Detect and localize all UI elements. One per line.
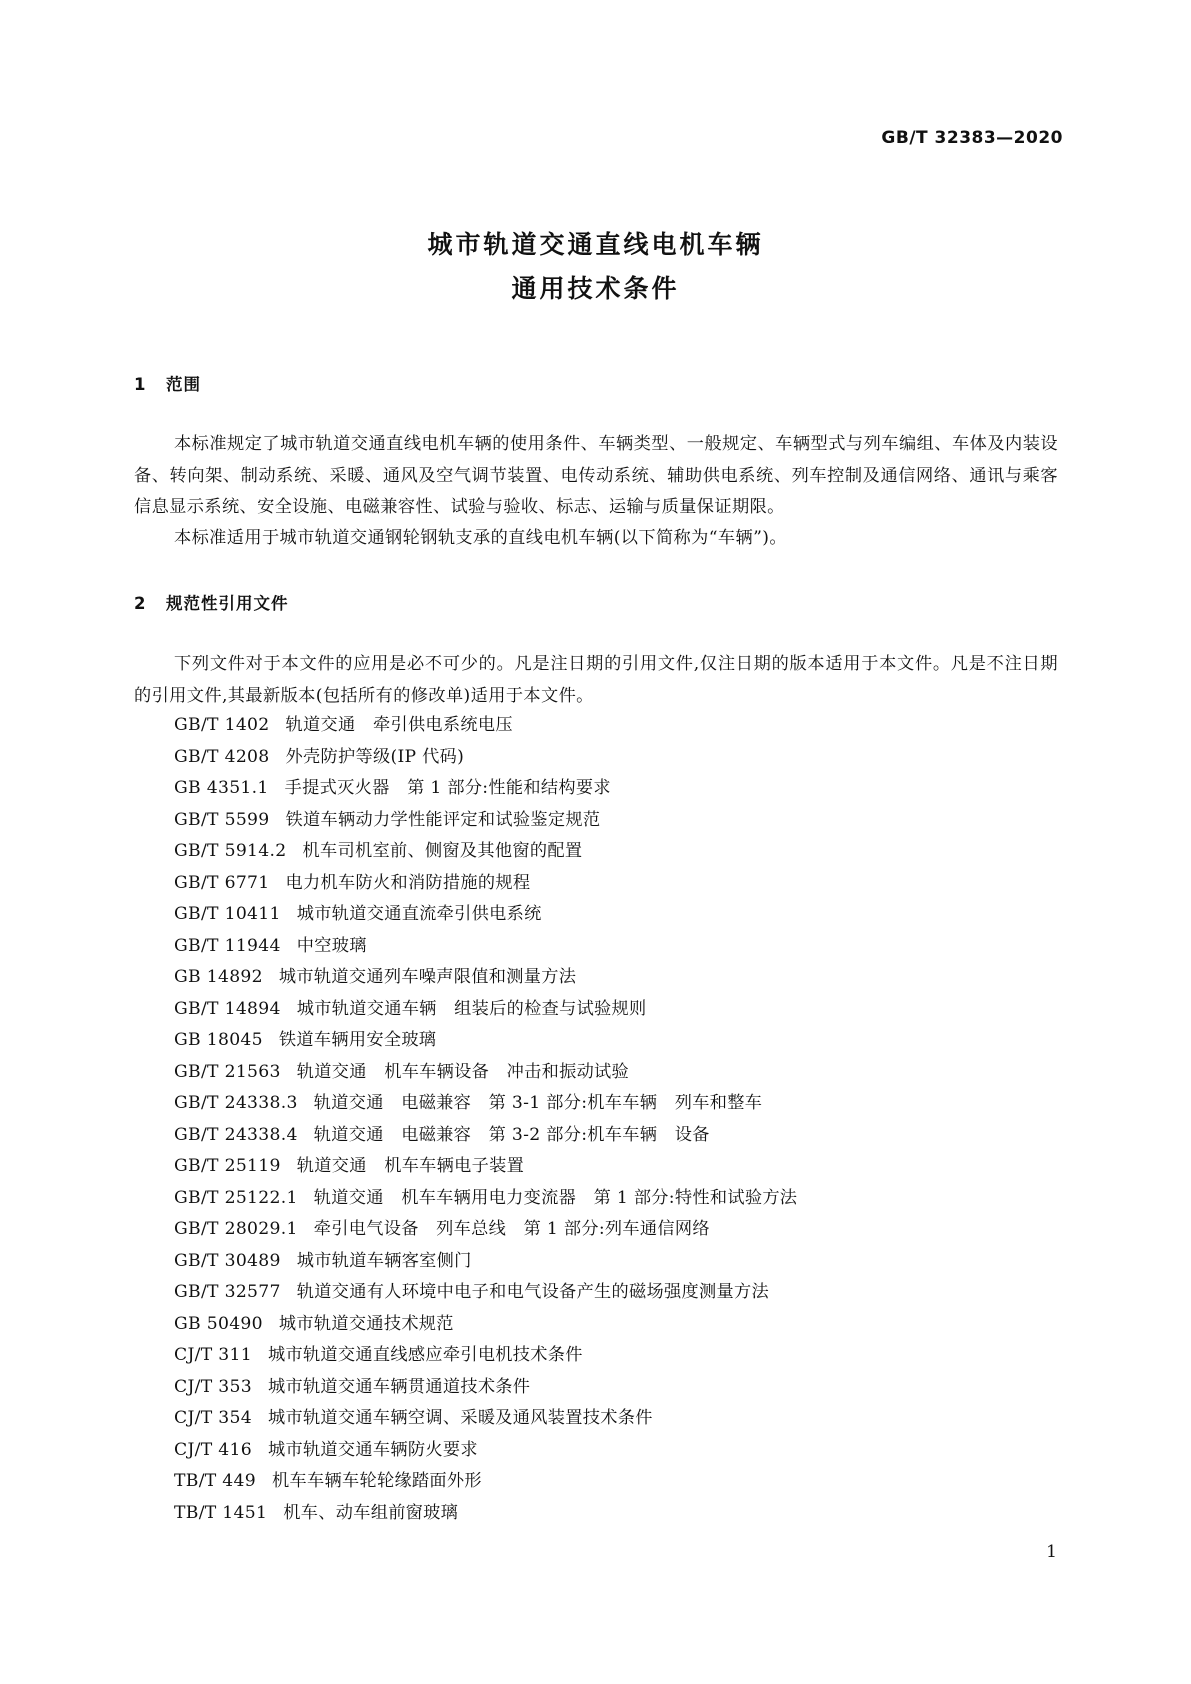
reference-code: CJ/T 416 [174,1439,252,1460]
standard-number: GB/T 32383—2020 [881,128,1063,148]
scope-paragraph-2: 本标准适用于城市轨道交通钢轮钢轨支承的直线电机车辆(以下简称为“车辆”)。 [174,528,787,548]
reference-code: CJ/T 354 [174,1408,252,1428]
reference-title: 城市轨道交通直流牵引供电系统 [296,904,542,924]
document-subtitle: 通用技术条件 [511,274,680,303]
reference-title: 机车司机室前、侧窗及其他窗的配置 [302,841,583,861]
reference-title: 城市轨道交通车辆 组装后的检查与试验规则 [296,998,647,1019]
reference-code: GB/T 30489 [174,1250,281,1271]
reference-item [174,1435,797,1467]
reference-item [174,1183,797,1215]
reference-code: TB/T 449 [174,1471,257,1491]
reference-code: GB/T 14894 [174,998,281,1019]
reference-item [174,1277,797,1309]
section-heading-scope [134,371,201,395]
reference-item [174,1120,797,1152]
section-number: 2 [134,594,147,613]
references-intro: 下列文件对于本文件的应用是必不可少的。凡是注日期的引用文件,仅注日期的版本适用于本文件。凡是不注日期的引用文件,其最新版本(包括所有的修改单)适用于本文件。 [134,654,1058,706]
reference-code: GB/T 25122.1 [174,1187,298,1208]
reference-item [174,1057,797,1089]
reference-code: GB/T 1402 [174,715,270,735]
reference-code: GB/T 5914.2 [174,841,287,861]
reference-item [174,1372,797,1404]
reference-title: 电力机车防火和消防措施的规程 [285,872,531,893]
reference-code: GB/T 32577 [174,1282,281,1302]
reference-code: GB/T 10411 [174,904,281,924]
reference-item [174,1088,797,1120]
reference-code: TB/T 1451 [174,1502,268,1523]
reference-item [174,1466,797,1498]
section-number: 1 [134,375,147,394]
reference-item [174,931,797,963]
document-title: 城市轨道交通直线电机车辆 [427,230,764,259]
reference-item [174,1151,797,1183]
reference-code: GB/T 4208 [174,746,270,767]
reference-title: 城市轨道交通技术规范 [278,1313,454,1334]
reference-title: 城市轨道交通直线感应牵引电机技术条件 [267,1345,583,1365]
scope-paragraph-1: 本标准规定了城市轨道交通直线电机车辆的使用条件、车辆类型、一般规定、车辆型式与列车编组、车体及内装设备、转向架、制动系统、采暖、通风及空气调节装置、电传动系统、辅助供电系统、列车控制及通信网络、通讯与乘客信息显示系统、安全设施、电磁兼容性、试验与验收、标志、运输与质量保证期限。 [134,434,1058,517]
reference-code: GB/T 11944 [174,935,281,956]
reference-code: GB/T 24338.3 [174,1093,298,1113]
reference-title: 城市轨道交通列车噪声限值和测量方法 [278,967,577,987]
reference-item [174,710,797,742]
reference-title: 轨道交通 牵引供电系统电压 [285,715,513,735]
reference-code: GB 4351.1 [174,778,269,798]
reference-title: 城市轨道交通车辆贯通道技术条件 [267,1376,531,1397]
reference-item [174,773,797,805]
reference-title: 机车车辆车轮轮缘踏面外形 [272,1471,482,1491]
reference-title: 轨道交通有人环境中电子和电气设备产生的磁场强度测量方法 [296,1282,769,1302]
reference-title: 轨道交通 机车车辆电子装置 [296,1156,525,1176]
reference-title: 轨道交通 机车车辆设备 冲击和振动试验 [296,1061,630,1082]
reference-item [174,1498,797,1530]
reference-title: 铁道车辆动力学性能评定和试验鉴定规范 [285,809,601,830]
reference-code: GB 14892 [174,967,263,987]
reference-item [174,962,797,994]
reference-title: 轨道交通 电磁兼容 第 3-2 部分:机车车辆 设备 [313,1124,710,1145]
reference-code: GB/T 25119 [174,1156,281,1176]
reference-code: GB/T 28029.1 [174,1219,298,1239]
reference-item [174,868,797,900]
reference-item [174,836,797,868]
reference-list [174,710,797,1529]
reference-code: GB/T 21563 [174,1061,281,1082]
reference-title: 城市轨道交通车辆空调、采暖及通风装置技术条件 [267,1408,653,1428]
reference-item [174,742,797,774]
reference-code: GB/T 5599 [174,809,270,830]
reference-title: 牵引电气设备 列车总线 第 1 部分:列车通信网络 [313,1219,710,1239]
reference-title: 轨道交通 机车车辆用电力变流器 第 1 部分:特性和试验方法 [313,1187,798,1208]
reference-title: 城市轨道交通车辆防火要求 [267,1439,478,1460]
reference-title: 中空玻璃 [296,935,367,956]
reference-code: GB/T 6771 [174,872,270,893]
reference-title: 手提式灭火器 第 1 部分:性能和结构要求 [284,778,611,798]
reference-item [174,1246,797,1278]
reference-item [174,1309,797,1341]
reference-item [174,899,797,931]
reference-item [174,805,797,837]
reference-item [174,1340,797,1372]
reference-code: GB 18045 [174,1030,263,1050]
reference-code: CJ/T 311 [174,1345,252,1365]
reference-title: 轨道交通 电磁兼容 第 3-1 部分:机车车辆 列车和整车 [313,1093,763,1113]
reference-code: GB 50490 [174,1313,263,1334]
reference-title: 城市轨道车辆客室侧门 [296,1250,472,1271]
section-title: 规范性引用文件 [166,594,289,613]
reference-code: GB/T 24338.4 [174,1124,298,1145]
reference-item [174,1025,797,1057]
reference-title: 铁道车辆用安全玻璃 [278,1030,437,1050]
page-number: 1 [1046,1542,1057,1562]
reference-item [174,994,797,1026]
section-heading-normative-references [134,590,289,614]
reference-title: 外壳防护等级(IP 代码) [285,746,465,767]
reference-title: 机车、动车组前窗玻璃 [283,1502,459,1523]
section-title: 范围 [166,375,201,394]
reference-code: CJ/T 353 [174,1376,252,1397]
reference-item [174,1403,797,1435]
reference-item [174,1214,797,1246]
